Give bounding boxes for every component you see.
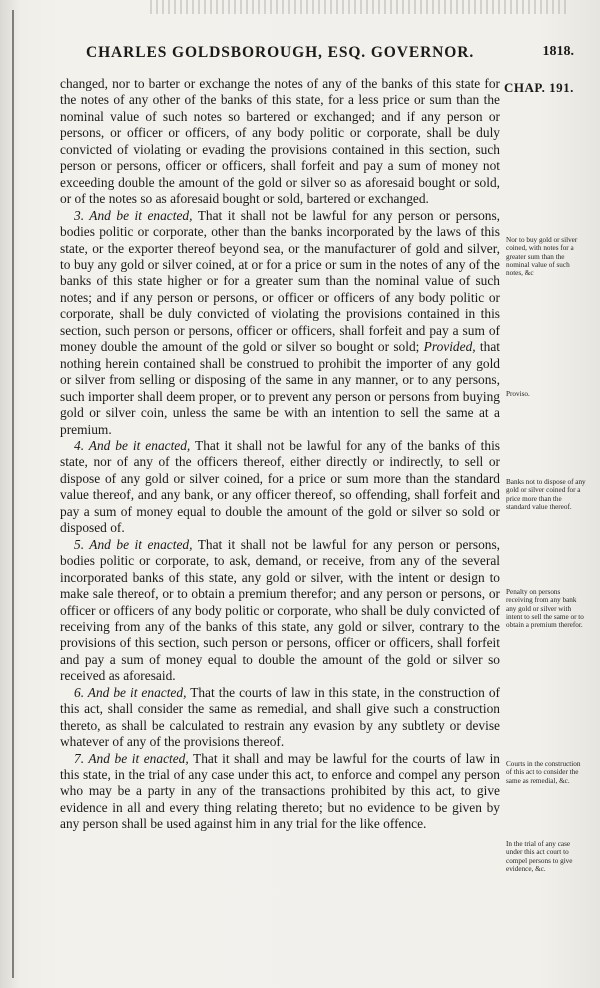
section-head: 4. And be it enacted, bbox=[74, 437, 191, 453]
section-head: 6. And be it enacted, bbox=[74, 684, 187, 700]
section-head: 7. And be it enacted, bbox=[74, 750, 189, 766]
margin-note-section-4: Banks not to dispose of any gold or silver coined for a price more than the standard value thereof. bbox=[506, 478, 586, 511]
section-7 bbox=[60, 751, 500, 833]
margin-note-section-7: In the trial of any case under this act court to compel persons to give evidence, &c. bbox=[506, 840, 573, 873]
section-5 bbox=[60, 537, 500, 685]
section-text: That it shall not be lawful for any person or persons, bodies politic or corporate, to ask, demand, or receive, from any of the several incorporated banks of this state, any gold or silver, with the intent or design to make sale thereof, or to obtain a premium therefor; and any person or persons, or officer or officers of any body politic or corporate, who shall be duly convicted of receiving from any of the banks of this state, any gold or silver, contrary to the provisions of this section, such person or persons, officer or officers, shall forfeit and pay a sum of money equal to double the amount of the gold or silver so received as aforesaid. bbox=[60, 536, 501, 684]
section-text: That it shall not be lawful for any person or persons, bodies politic or corporate, other than the banks incorporated by the laws of this state, or the exporter thereof beyond sea, or the manufacturer of gold and silver, to buy any gold or silver coined, at or for a price or sum in the notes of any of the banks of this state higher or for a greater sum than the nominal value of such notes; and if any person or persons, or officer or officers of any body politic or corporate, shall be duly convicted of violating the provisions contained in this section, such person or persons, officer or officers, shall forfeit and pay a sum of money double the amount of the gold or silver so bought or sold; bbox=[60, 207, 501, 355]
margin-note-proviso: Proviso. bbox=[506, 390, 530, 398]
section-6 bbox=[60, 685, 500, 751]
section-4 bbox=[60, 438, 500, 537]
body-text bbox=[60, 76, 500, 833]
paragraph-continuation: changed, nor to barter or exchange the notes of any of the banks of this state for the notes of any other of the banks of this state, for a less price or sum than the nominal value of such notes so bartered or exchanged; and if any person or persons, or officer or officers, of any body politic or corporate, shall be duly convicted of violating or evading the provisions contained in this section, such person or persons, officer or officers, shall forfeit and pay a sum of money not exceeding double the amount of the gold or silver so as aforesaid bought or sold, or of the notes so as aforesaid bought or sold, bartered or exchanged. bbox=[60, 76, 500, 207]
page-year: 1818. bbox=[542, 44, 574, 59]
page-gutter bbox=[12, 10, 14, 978]
section-text: That it shall and may be lawful for the courts of law in this state, in the trial of any case under this act, to enforce and compel any person who may be a party in any of the transactions prohibited by this act, to give evidence in all and every thing relating thereto; but no evidence to be given by any person shall be used against him in any trial for the like offence. bbox=[60, 750, 500, 832]
section-head: 3. And be it enacted, bbox=[74, 207, 193, 223]
margin-note-section-3: Nor to buy gold or silver coined, with notes for a greater sum than the nominal value of such notes, &c bbox=[506, 236, 578, 278]
margin-note-section-5: Penalty on persons receiving from any bank any gold or silver with intent to sell the same or to obtain a premium therefor. bbox=[506, 588, 584, 630]
chapter-label: CHAP. 191. bbox=[504, 80, 574, 95]
section-3 bbox=[60, 208, 500, 438]
scan-smudge bbox=[150, 0, 570, 14]
page-header bbox=[60, 44, 580, 66]
margin-note-section-6: Courts in the construction of this act to consider the same as remedial, &c. bbox=[506, 760, 581, 785]
section-text: That it shall not be lawful for any of the banks of this state, nor of any of the officers thereof, either directly or indirectly, to sell or dispose of any gold or silver coined, for a price or sum more than the standard value thereof, and any bank, or any officer thereof, so offending, shall forfeit and pay a sum of money equal to double the amount of the gold or silver so sold or disposed of. bbox=[60, 437, 501, 536]
section-text-after: that nothing herein contained shall be construed to prohibit the importer of any gold or silver from selling or disposing of the same in any manner, or to any persons, such importer shall deem proper, or to prevent any person or persons from buying gold or silver coin, unless the same be with an intention to sell the same at a premium. bbox=[60, 339, 500, 437]
proviso-word: Provided, bbox=[423, 339, 476, 355]
running-title: CHARLES GOLDSBOROUGH, ESQ. GOVERNOR. bbox=[86, 44, 475, 61]
section-text: That the courts of law in this state, in the construction of this act, shall consider the same as remedial, and shall give such a construction thereto, as shall be calculated to restrain any evasion by any subtlety or devise whatever of any of the provisions thereof. bbox=[60, 684, 501, 750]
section-head: 5. And be it enacted, bbox=[74, 536, 193, 552]
